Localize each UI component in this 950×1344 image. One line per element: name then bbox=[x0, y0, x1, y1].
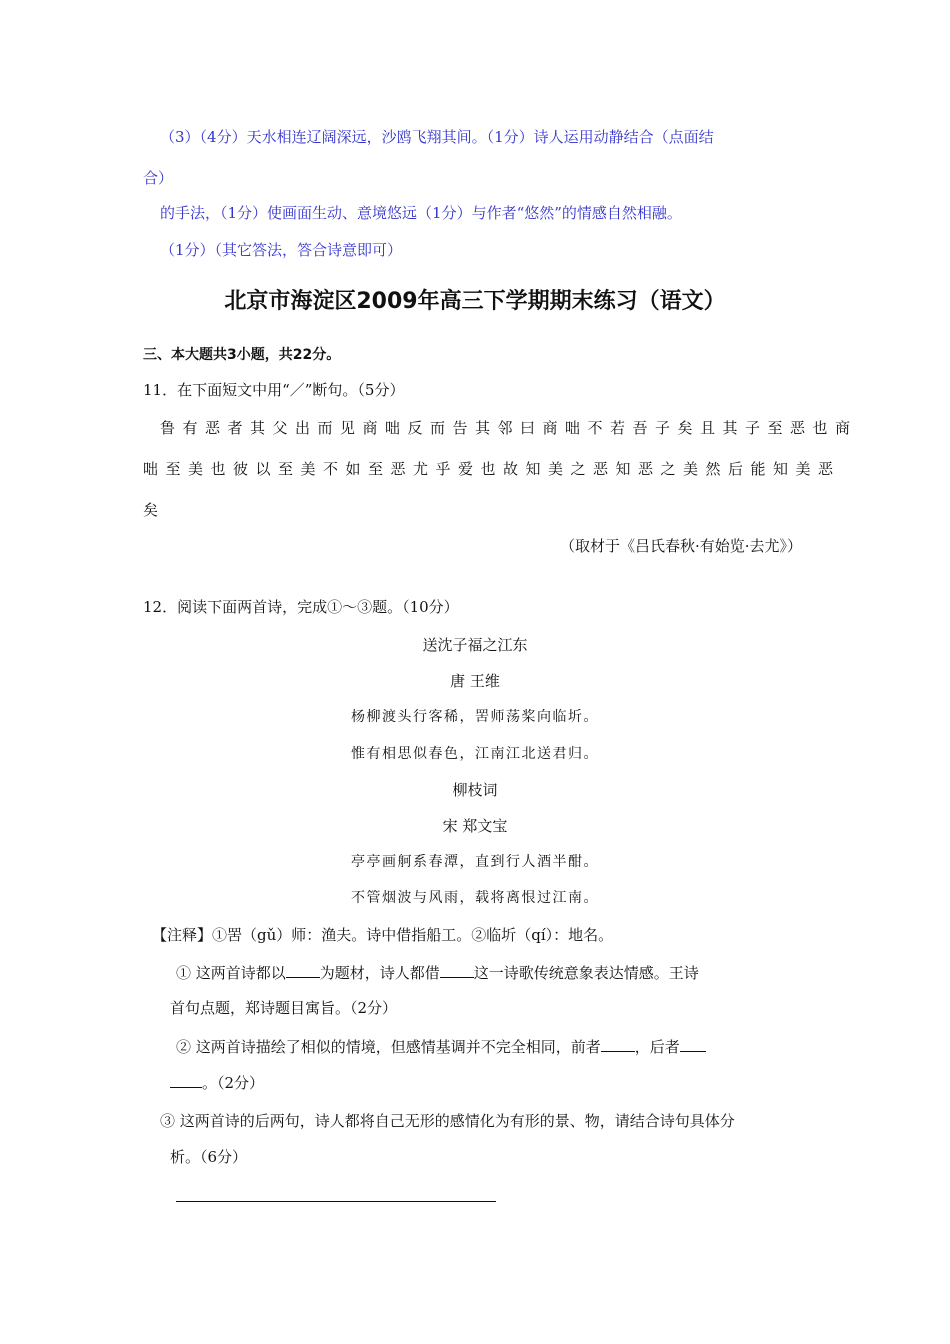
poem2-author: 宋 郑文宝 bbox=[442, 817, 508, 835]
answer-blank-2[interactable] bbox=[440, 962, 474, 978]
answer-line-4: （1分）（其它答法，答合诗意即可） bbox=[160, 241, 403, 259]
poem1-title: 送沈子福之江东 bbox=[422, 636, 528, 654]
answer-line-2: 合） bbox=[143, 169, 174, 187]
poem2-line-2: 不管烟波与风雨，载将离恨过江南。 bbox=[351, 890, 599, 906]
q12-sub1-text-a: ① 这两首诗都以 bbox=[176, 964, 286, 982]
footnote-divider bbox=[176, 1201, 496, 1202]
page-title: 北京市海淀区2009年高三下学期期末练习（语文） bbox=[224, 289, 726, 314]
q12-sub1-text-c: 这一诗歌传统意象表达情感。王诗 bbox=[473, 964, 699, 982]
q11-source: （取材于《吕氏春秋·有始览·去尤》） bbox=[559, 537, 802, 555]
q11-text-line-1: 鲁有恶者其父出而见商咄反而告其邻曰商咄不若吾子矣且其子至恶也商 bbox=[160, 419, 858, 437]
q12-sub3-line-1: ③ 这两首诗的后两句，诗人都将自己无形的感情化为有形的景、物，请结合诗句具体分 bbox=[160, 1112, 735, 1130]
poem1-line-1: 杨柳渡头行客稀，罟师荡桨向临圻。 bbox=[351, 709, 599, 725]
poem1-author: 唐 王维 bbox=[450, 672, 500, 690]
q12-sub2-line-2 bbox=[170, 1072, 264, 1093]
q12-sub1-line-2: 首句点题，郑诗题目寓旨。（2分） bbox=[170, 999, 398, 1017]
q12-note: 【注释】①罟（gǔ）师：渔夫。诗中借指船工。②临圻（qí）：地名。 bbox=[152, 926, 614, 944]
answer-blank-4-cont[interactable] bbox=[170, 1072, 202, 1088]
q11-text-line-2: 咄至美也彼以至美不如至恶尤乎爱也故知美之恶知恶之美然后能知美恶 bbox=[143, 460, 841, 478]
q12-sub2-text-c: 。（2分） bbox=[202, 1074, 265, 1092]
answer-line-3: 的手法，（1分）使画面生动、意境悠远（1分）与作者“悠然”的情感自然相融。 bbox=[160, 204, 682, 222]
answer-blank-1[interactable] bbox=[286, 962, 320, 978]
q12-sub2-line-1 bbox=[176, 1036, 706, 1057]
q12-sub1-text-b: 为题材，诗人都借 bbox=[319, 964, 440, 982]
q12-sub1-line-1 bbox=[176, 962, 699, 983]
poem2-line-1: 亭亭画舸系春潭，直到行人酒半酣。 bbox=[351, 854, 599, 870]
poem2-title: 柳枝词 bbox=[452, 781, 498, 799]
answer-line-1: （3）（4分）天水相连辽阔深远，沙鸥飞翔其间。（1分）诗人运用动静结合（点面结 bbox=[160, 128, 714, 146]
answer-blank-3[interactable] bbox=[601, 1036, 635, 1052]
q12-sub2-text-a: ② 这两首诗描绘了相似的情境，但感情基调并不完全相同，前者 bbox=[176, 1038, 601, 1056]
q11-prompt: 11．在下面短文中用“／”断句。（5分） bbox=[143, 381, 405, 399]
poem1-line-2: 惟有相思似春色，江南江北送君归。 bbox=[351, 746, 599, 762]
q12-prompt: 12．阅读下面两首诗，完成①～③题。（10分） bbox=[143, 598, 459, 616]
answer-blank-4[interactable] bbox=[680, 1036, 706, 1052]
section-heading: 三、本大题共3小题，共22分。 bbox=[143, 347, 341, 363]
q12-sub2-text-b: ，后者 bbox=[634, 1038, 680, 1056]
q12-sub3-line-2: 析。（6分） bbox=[170, 1148, 248, 1166]
q11-text-line-3: 矣 bbox=[143, 501, 159, 519]
